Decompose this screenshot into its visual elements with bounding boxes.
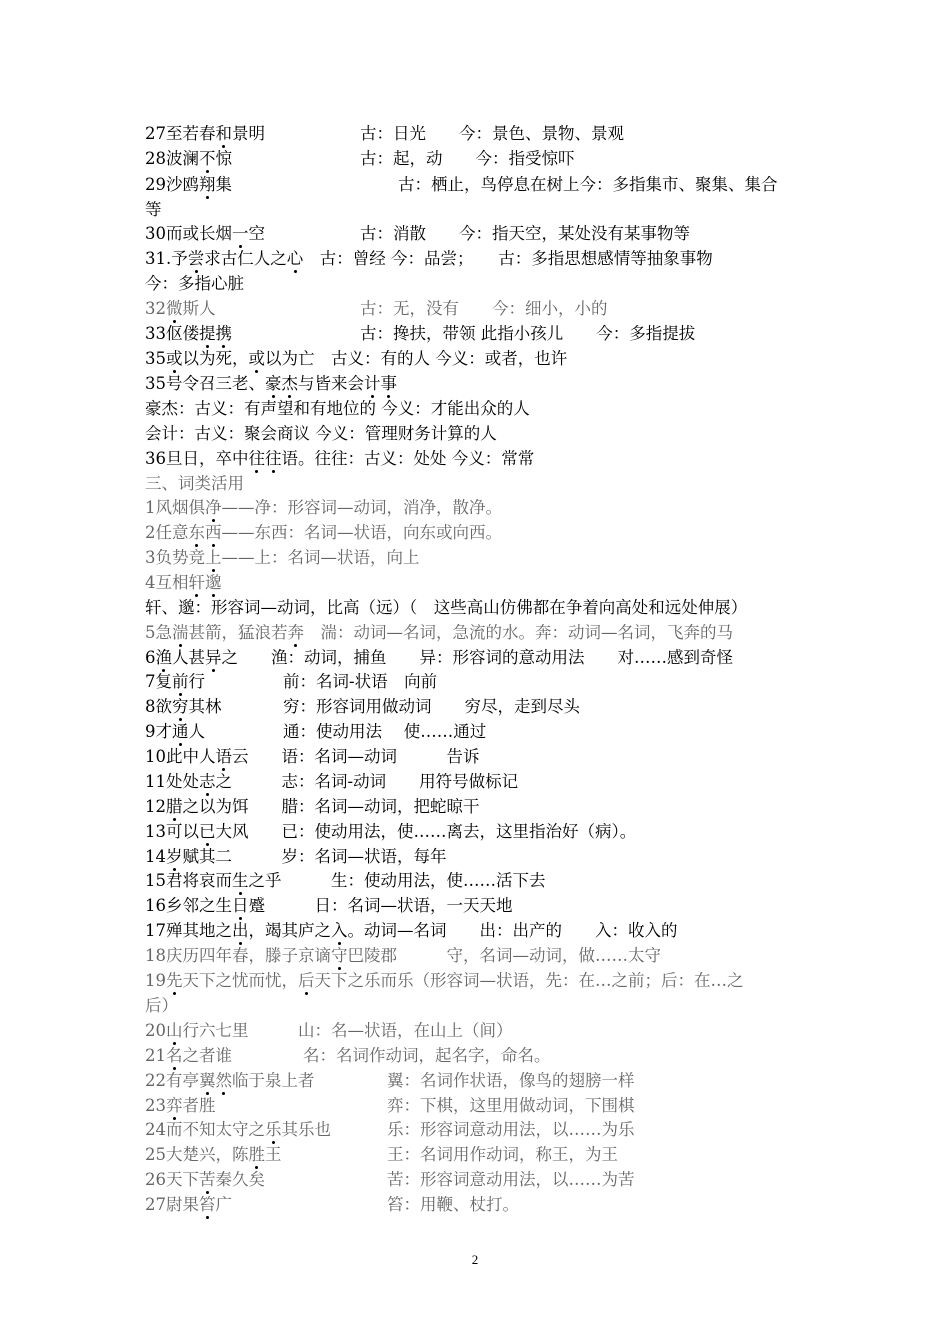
emphasis-dot-char: 轩	[189, 571, 206, 595]
line-text: 22有亭翼然临于泉上者	[145, 1071, 315, 1090]
emphasis-dot-char: 入	[331, 919, 348, 943]
emphasis-dot-char: 异	[205, 646, 222, 670]
text-line	[145, 646, 890, 670]
emphasis-dot-char: 或	[166, 347, 183, 371]
line-text: 28波澜不惊	[145, 149, 232, 168]
emphasis-dot-char: 然	[216, 1069, 233, 1093]
text-line	[145, 472, 890, 496]
line-text: 16乡邻之生日蹙 日：名词—状语，一天天地	[145, 896, 513, 915]
line-text: 15君将哀而生之乎 生：使动用法，使……活下去	[145, 871, 546, 890]
emphasis-dot-char: 不	[199, 147, 216, 171]
text-line	[145, 596, 890, 620]
line-text: 等	[145, 200, 162, 219]
emphasis-dot-char: 或	[249, 347, 266, 371]
text-line	[145, 820, 890, 844]
line-text: 26天下苦秦久矣	[145, 1170, 265, 1189]
text-line	[145, 795, 890, 819]
line-text: 6渔人甚异之 渔：动词，捕鱼 异：形容词的意动用法 对……感到奇怪	[145, 648, 733, 667]
line-text: 35或以为死，或以为亡 古义：有的人 今义：或者，也许	[145, 349, 567, 368]
text-line	[145, 770, 890, 794]
emphasis-dot-char: 湍	[172, 621, 189, 645]
text-line	[145, 322, 890, 346]
emphasis-dot-char: 事	[381, 372, 398, 396]
line-text: 31.予尝求古仁人之心 古：曾经 今：品尝； 古：多指思想感情等抽象事物	[145, 249, 713, 268]
line-text: 30而或长烟一空	[145, 224, 265, 243]
line-gloss: 翼：名词作状语，像鸟的翅膀一样	[387, 1071, 635, 1090]
line-text: 19先天下之忧而忧，后天下之乐而乐（形容词—状语，先：在…之前；后：在…之	[145, 971, 744, 990]
line-text: 14岁赋其二 岁：名词—状语，每年	[145, 847, 447, 866]
line-text: 7复前行	[145, 672, 205, 691]
line-gloss: 弈：下棋，这里用做动词，下围棋	[387, 1096, 635, 1115]
line-gloss: 前：名词-状语 向前	[283, 672, 438, 691]
line-text: 11处处志之 志：名词-动词 用符号做标记	[145, 772, 518, 791]
emphasis-dot-char: 笞	[199, 1193, 216, 1217]
emphasis-dot-char: 已	[199, 820, 216, 844]
line-gloss: 苦：形容词意动用法，以……为苦	[387, 1170, 635, 1189]
line-gloss: 古：搀扶，带领 此指小孩儿 今：多指提拔	[360, 324, 696, 343]
line-text: 3负势竞上——上：名词—状语，向上	[145, 548, 420, 567]
emphasis-dot-char: 名	[166, 1044, 183, 1068]
emphasis-dot-char: 日	[232, 894, 249, 918]
text-line	[145, 845, 890, 869]
text-line	[145, 1118, 890, 1142]
line-text: 豪杰：古义：有声望和有地位的 今义：才能出众的人	[145, 399, 530, 418]
text-line	[145, 422, 890, 446]
emphasis-dot-char: 穷	[172, 695, 189, 719]
page-number: 2	[471, 1252, 479, 1267]
text-line	[145, 1094, 890, 1118]
emphasis-dot-char: 先	[166, 969, 183, 993]
emphasis-dot-char: 和	[216, 122, 233, 146]
line-gloss: 古：日光 今：景色、景物、景观	[360, 124, 624, 143]
emphasis-dot-char: 尝	[188, 247, 205, 271]
emphasis-dot-char: 腊	[166, 795, 183, 819]
line-text: 20山行六七里 山：名—状语，在山上（间）	[145, 1021, 513, 1040]
line-text: 2任意东西——东西：名词—状语，向东或向西。	[145, 523, 502, 542]
emphasis-dot-char: 东	[189, 521, 206, 545]
text-line	[145, 720, 890, 744]
text-line	[145, 621, 890, 645]
line-text: 今：多指心脏	[145, 274, 244, 293]
text-line	[145, 173, 890, 197]
emphasis-dot-char: 岁	[166, 845, 183, 869]
line-text: 24而不知太守之乐其乐也	[145, 1120, 331, 1139]
line-gloss: 穷：形容词用做动词 穷尽，走到尽头	[283, 697, 580, 716]
text-line	[145, 1143, 890, 1167]
text-line	[145, 695, 890, 719]
emphasis-dot-char: 生	[232, 869, 249, 893]
emphasis-dot-char: 豪	[265, 372, 282, 396]
line-text: 18庆历四年春，滕子京谪守巴陵郡 守，名词—动词，做……太守	[145, 946, 661, 965]
line-text: 9才通人	[145, 722, 205, 741]
emphasis-dot-char: 杰	[282, 372, 299, 396]
line-gloss: 名：名词作动词，起名字，命名。	[303, 1046, 551, 1065]
text-line	[145, 1193, 890, 1217]
line-text: 23弈者胜	[145, 1096, 216, 1115]
line-text: 三、词类活用	[145, 474, 244, 493]
line-gloss: 笞：用鞭、杖打。	[387, 1195, 519, 1214]
line-text: 后）	[145, 996, 178, 1015]
text-line	[145, 297, 890, 321]
text-line	[145, 1069, 890, 1093]
line-text: 会计：古义：聚会商议 今义：管理财务计算的人	[145, 424, 497, 443]
emphasis-dot-char: 语	[216, 745, 233, 769]
emphasis-dot-char: 渔	[156, 646, 173, 670]
text-line	[145, 447, 890, 471]
line-text: 21名之者谁	[145, 1046, 232, 1065]
text-line	[145, 247, 890, 271]
text-line	[145, 944, 890, 968]
text-line	[145, 222, 890, 246]
line-text: 33伛偻提携	[145, 324, 232, 343]
text-line	[145, 521, 890, 545]
emphasis-dot-char: 翔	[199, 173, 216, 197]
line-text: 4互相轩邈	[145, 573, 222, 592]
line-gloss: 乐：形容词意动用法，以……为乐	[387, 1120, 635, 1139]
emphasis-dot-char: 微	[166, 297, 183, 321]
line-gloss: 王：名词用作动词，称王，为王	[387, 1145, 618, 1164]
emphasis-dot-char: 翼	[199, 1069, 216, 1093]
text-line	[145, 994, 890, 1018]
text-line	[145, 372, 890, 396]
text-line	[145, 969, 890, 993]
emphasis-dot-char: 通	[172, 720, 189, 744]
emphasis-dot-char: 后	[298, 969, 315, 993]
line-gloss: 古：栖止，鸟停息在树上今：多指集市、聚集、集合	[398, 175, 778, 194]
text-line	[145, 571, 890, 595]
line-text: 12腊之以为饵 腊：名词—动词，把蛇晾干	[145, 797, 480, 816]
line-text: 29沙鸥翔集	[145, 175, 232, 194]
emphasis-dot-char: 携	[216, 322, 233, 346]
text-line	[145, 869, 890, 893]
text-line	[145, 147, 890, 171]
line-gloss: 古：无，没有 今：细小，小的	[360, 299, 608, 318]
emphasis-dot-char: 苦	[199, 1168, 216, 1192]
emphasis-dot-char: 出	[232, 919, 249, 943]
emphasis-dot-char: 弈	[166, 1094, 183, 1118]
emphasis-dot-char: 西	[205, 521, 222, 545]
emphasis-dot-char: 一	[232, 222, 249, 246]
line-text: 27尉果笞广	[145, 1195, 232, 1214]
line-text: 1风烟俱净——净：形容词—动词，消净，散净。	[145, 498, 502, 517]
text-line	[145, 1019, 890, 1043]
emphasis-dot-char: 上	[205, 546, 222, 570]
text-line	[145, 496, 890, 520]
emphasis-dot-char: 守	[331, 944, 348, 968]
line-text: 轩、邈：形容词—动词，比高（远）（ 这些高山仿佛都在争着向高处和远处伸展）	[145, 598, 748, 617]
text-line	[145, 1044, 890, 1068]
line-text: 32微斯人	[145, 299, 216, 318]
line-text: 8欲穷其林	[145, 697, 222, 716]
text-line	[145, 198, 890, 222]
text-line	[145, 397, 890, 421]
emphasis-dot-char: 净	[205, 496, 222, 520]
text-line	[145, 745, 890, 769]
text-line	[145, 919, 890, 943]
line-text: 36旦日，卒中往往语。往往：古义：处处 今义：常常	[145, 449, 534, 468]
line-gloss: 古：消散 今：指天空，某处没有某事物等	[360, 224, 690, 243]
emphasis-dot-char: 乐	[265, 1118, 282, 1142]
text-line	[145, 546, 890, 570]
text-line	[145, 122, 890, 146]
text-line	[145, 894, 890, 918]
line-gloss: 古：起，动 今：指受惊吓	[360, 149, 575, 168]
line-gloss: 通：使动用法 使……通过	[283, 722, 487, 741]
text-line	[145, 1168, 890, 1192]
text-line	[145, 347, 890, 371]
line-text: 27至若春和景明	[145, 124, 265, 143]
emphasis-dot-char: 邈	[205, 571, 222, 595]
emphasis-dot-char: 胜	[249, 1143, 266, 1167]
emphasis-dot-char: 奔	[288, 621, 305, 645]
emphasis-dot-char: 往	[265, 447, 282, 471]
line-text: 5急湍甚箭，猛浪若奔 湍：动词—名词，急流的水。奔：动词—名词，飞奔的马	[145, 623, 733, 642]
text-line	[145, 670, 890, 694]
emphasis-dot-char: 山	[166, 1019, 183, 1043]
line-text: 10此中人语云 语：名词—动词 告诉	[145, 747, 480, 766]
emphasis-dot-char: 提	[199, 322, 216, 346]
emphasis-dot-char: 志	[199, 770, 216, 794]
line-text: 25大楚兴，陈胜王	[145, 1145, 282, 1164]
emphasis-dot-char: 计	[364, 372, 381, 396]
line-text: 35号令召三老、豪杰与皆来会计事	[145, 374, 397, 393]
line-text: 17殚其地之出，竭其庐之入。动词—名词 出：出产的 入：收入的	[145, 921, 678, 940]
text-line	[145, 272, 890, 296]
emphasis-dot-char: 往	[249, 447, 266, 471]
emphasis-dot-char: 前	[172, 670, 189, 694]
line-text: 13可以已大风 已：使动用法，使……离去，这里指治好（病）。	[145, 822, 636, 841]
emphasis-dot-char: 心	[287, 247, 304, 271]
